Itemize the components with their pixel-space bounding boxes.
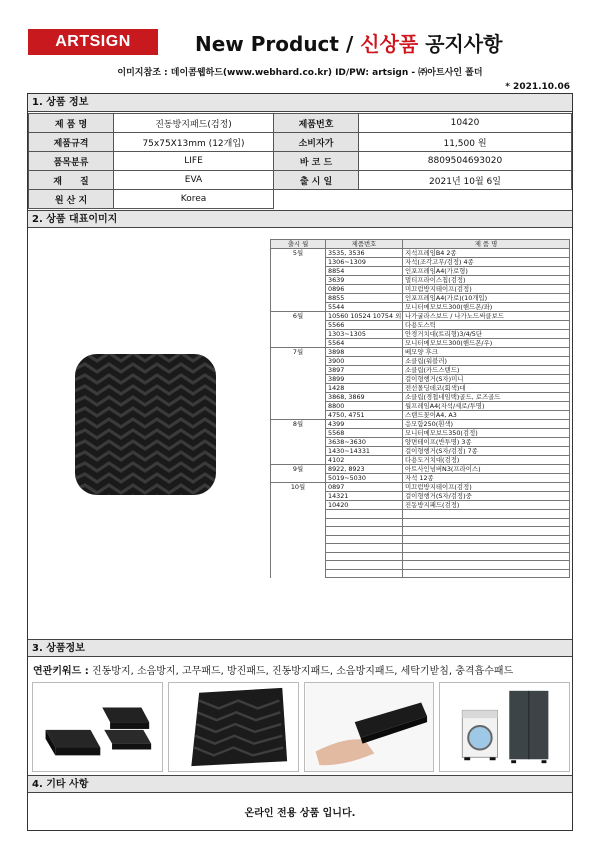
table-row [271, 465, 570, 474]
product-code: 8922, 8923 [326, 465, 403, 474]
product-code: 3639 [326, 276, 403, 285]
product-name: 지석프레임B4 2종 [403, 249, 570, 258]
product-name: 멀티프라이스칩(검정) [403, 276, 570, 285]
product-name [403, 518, 570, 527]
product-code: 8855 [326, 294, 403, 303]
release-month: 6월 [271, 312, 326, 321]
product-code: 4750, 4751 [326, 411, 403, 420]
release-value: 2021년 10월 6일 [359, 171, 572, 190]
product-name: 다용도스틱 [403, 321, 570, 330]
product-code: 3638~3630 [326, 438, 403, 447]
product-name: 모니터메모보드300(핸드폰/우) [403, 339, 570, 348]
product-name: 모니터메모보드350(검정) [403, 429, 570, 438]
release-month [271, 267, 326, 276]
section-etc-heading: 4. 기타 사항 [28, 775, 572, 793]
keywords-label: 연관키워드 : [33, 666, 89, 677]
product-name: 미끄럼방지테이프(검정) [403, 285, 570, 294]
release-month: 8월 [271, 420, 326, 429]
release-month: 5월 [271, 249, 326, 258]
product-name: 모니터메모보드300(핸드폰/좌) [403, 303, 570, 312]
table-row [271, 348, 570, 357]
release-month: 9월 [271, 465, 326, 474]
product-code: 10560 10524 10754 외 [326, 312, 403, 321]
table-row [271, 527, 570, 536]
table-row [271, 561, 570, 570]
product-name: 걸이형행거(S자/검정) 7종 [403, 447, 570, 456]
release-month [271, 510, 326, 519]
release-month: 7월 [271, 348, 326, 357]
name-label: 제 품 명 [29, 114, 114, 133]
product-code: 14321 [326, 492, 403, 501]
release-month [271, 330, 326, 339]
release-month [271, 456, 326, 465]
release-month [271, 402, 326, 411]
product-name: 소클립(카드스탠드) [403, 366, 570, 375]
table-row [271, 384, 570, 393]
list-header-2: 제 품 명 [403, 240, 570, 249]
release-month [271, 366, 326, 375]
product-code: 8854 [326, 267, 403, 276]
product-photo-strip [32, 682, 570, 772]
product-name [403, 561, 570, 570]
stacked-pads-illustration [33, 683, 162, 771]
product-name: 스탠드꽂이A4, A3 [403, 411, 570, 420]
product-code: 1306~1309 [326, 258, 403, 267]
product-code: 3899 [326, 375, 403, 384]
table-row [271, 501, 570, 510]
release-month [271, 552, 326, 561]
release-month [271, 294, 326, 303]
image-reference-note: 이미지참조 : 데이콤웹하드(www.webhard.co.kr) ID/PW: artsign - ㈜아트사인 폴더 [117, 68, 483, 78]
product-name [403, 535, 570, 544]
barcode-label: 바 코 드 [274, 152, 359, 171]
product-code [326, 561, 403, 570]
list-header-1: 제품번호 [326, 240, 403, 249]
notice-date: * 2021.10.06 [505, 82, 570, 92]
spec-label: 제품규격 [29, 133, 114, 152]
release-month [271, 492, 326, 501]
product-name: 나가굴라스보드 / 나가노드써클보드 [403, 312, 570, 321]
release-month [271, 474, 326, 483]
pad-closeup-illustration [169, 683, 298, 771]
product-code: 5019~5030 [326, 474, 403, 483]
table-row [271, 267, 570, 276]
product-code: 1428 [326, 384, 403, 393]
release-month [271, 357, 326, 366]
origin-value: Korea [114, 190, 274, 209]
product-name: 인포프레임A4(가로)(10개입) [403, 294, 570, 303]
product-code [326, 544, 403, 553]
table-row [271, 535, 570, 544]
release-month [271, 429, 326, 438]
product-code: 3900 [326, 357, 403, 366]
release-month [271, 527, 326, 536]
product-name [403, 510, 570, 519]
release-month [271, 501, 326, 510]
product-name: 소클립(워블러) [403, 357, 570, 366]
photo-pad-in-hand [304, 682, 435, 772]
title-suffix: 공지사항 [418, 32, 503, 56]
product-code: 5568 [326, 429, 403, 438]
release-month [271, 447, 326, 456]
product-name [403, 544, 570, 553]
table-row [271, 492, 570, 501]
release-month [271, 258, 326, 267]
release-month [271, 535, 326, 544]
product-code: 0897 [326, 483, 403, 492]
product-name: 자석(조각고무/검정) 4종 [403, 258, 570, 267]
release-month [271, 393, 326, 402]
table-row [271, 483, 570, 492]
photo-appliances [439, 682, 570, 772]
vibration-pad-image [73, 352, 218, 497]
material-value: EVA [114, 171, 274, 190]
table-row [271, 411, 570, 420]
product-name: 월프레임A4(자석/세로/투명) [403, 402, 570, 411]
list-header-0: 출시 월 [271, 240, 326, 249]
table-row [271, 294, 570, 303]
table-row [271, 303, 570, 312]
product-code [326, 552, 403, 561]
release-month [271, 285, 326, 294]
category-value: LIFE [114, 152, 274, 171]
product-code [326, 527, 403, 536]
table-row [271, 375, 570, 384]
table-row [271, 339, 570, 348]
release-month [271, 561, 326, 570]
empty-cell [274, 190, 572, 209]
title-highlight: 신상품 [360, 32, 419, 56]
product-name: 걸이형행거(S자/검정)중 [403, 492, 570, 501]
release-month [271, 544, 326, 553]
product-name: 소클립(경첩네임택)골드, 로즈골드 [403, 393, 570, 402]
category-label: 품목분류 [29, 152, 114, 171]
table-row [271, 552, 570, 561]
photo-pad-closeup [168, 682, 299, 772]
table-row [271, 357, 570, 366]
table-row [271, 285, 570, 294]
table-row [271, 438, 570, 447]
product-code: 3868, 3869 [326, 393, 403, 402]
product-code: 5544 [326, 303, 403, 312]
table-row [271, 402, 570, 411]
title-prefix: New Product / [195, 32, 361, 56]
product-name [403, 552, 570, 561]
product-name: 미끄럼방지테이프(검정) [403, 483, 570, 492]
code-value: 10420 [359, 114, 572, 133]
release-month [271, 339, 326, 348]
product-name [403, 569, 570, 578]
product-code: 5566 [326, 321, 403, 330]
online-only-notice: 온라인 전용 상품 입니다. [244, 808, 356, 819]
product-code [326, 510, 403, 519]
table-row [271, 393, 570, 402]
product-name: 걸이형행거(S자)미니 [403, 375, 570, 384]
table-row [271, 447, 570, 456]
release-history-table [270, 239, 570, 578]
product-code [326, 569, 403, 578]
table-row [271, 330, 570, 339]
section-detail-heading: 3. 상품정보 [28, 639, 572, 657]
table-row [271, 249, 570, 258]
release-month [271, 569, 326, 578]
product-name: 전선몰딩데코(회색)대 [403, 384, 570, 393]
product-code: 3898 [326, 348, 403, 357]
table-row [271, 429, 570, 438]
table-row [271, 420, 570, 429]
product-name: 자석 12종 [403, 474, 570, 483]
table-row [271, 258, 570, 267]
product-code: 10420 [326, 501, 403, 510]
table-row [271, 366, 570, 375]
release-month [271, 438, 326, 447]
product-code: 1430~14331 [326, 447, 403, 456]
product-code: 0896 [326, 285, 403, 294]
artsign-logo: ARTSIGN [28, 29, 158, 55]
price-label: 소비자가 [274, 133, 359, 152]
material-label: 재 질 [29, 171, 114, 190]
section-product-info-heading: 1. 상품 정보 [28, 94, 572, 112]
release-month [271, 276, 326, 285]
release-month [271, 303, 326, 312]
release-month: 10월 [271, 483, 326, 492]
table-row [271, 569, 570, 578]
product-name: 응모함250(흰색) [403, 420, 570, 429]
product-code: 3897 [326, 366, 403, 375]
code-label: 제품번호 [274, 114, 359, 133]
product-info-table [28, 113, 572, 209]
price-value: 11,500 원 [359, 133, 572, 152]
product-name: 아트사인넘버N3(프라이스) [403, 465, 570, 474]
product-code [326, 518, 403, 527]
name-value: 진동방지패드(검정) [114, 114, 274, 133]
release-month [271, 321, 326, 330]
product-name [403, 527, 570, 536]
table-row [271, 474, 570, 483]
spec-value: 75x75X13mm (12개입) [114, 133, 274, 152]
release-month [271, 375, 326, 384]
product-name: 다용도거치대(검정) [403, 456, 570, 465]
section-main-image-heading: 2. 상품 대표이미지 [28, 210, 572, 228]
release-month [271, 518, 326, 527]
product-name: 베모양 후크 [403, 348, 570, 357]
product-code [326, 535, 403, 544]
related-keywords [33, 662, 513, 677]
product-code: 5564 [326, 339, 403, 348]
pad-in-hand-illustration [305, 683, 434, 771]
product-code: 1303~1305 [326, 330, 403, 339]
product-code: 3535, 3536 [326, 249, 403, 258]
appliances-illustration [440, 683, 569, 771]
product-name: 진동방지패드(검정) [403, 501, 570, 510]
table-row [271, 518, 570, 527]
table-row [271, 276, 570, 285]
release-month [271, 411, 326, 420]
origin-label: 원 산 지 [29, 190, 114, 209]
product-code: 4102 [326, 456, 403, 465]
document-frame [27, 93, 573, 831]
release-label: 출 시 일 [274, 171, 359, 190]
product-code: 4399 [326, 420, 403, 429]
table-row [271, 544, 570, 553]
release-month [271, 384, 326, 393]
product-code: 8800 [326, 402, 403, 411]
product-name: 인포프레임A4(가로형) [403, 267, 570, 276]
table-row [271, 510, 570, 519]
product-name: 양면테이프(반투명) 3종 [403, 438, 570, 447]
barcode-value: 8809504693020 [359, 152, 572, 171]
photo-stacked-pads [32, 682, 163, 772]
keywords-text: 진동방지, 소음방지, 고무패드, 방진패드, 진동방지패드, 소음방지패드, 세탁기받침, 충격흡수패드 [88, 666, 514, 677]
table-row [271, 312, 570, 321]
product-name: 안경거치대(트리형)3/4/5단 [403, 330, 570, 339]
page-title [195, 28, 502, 57]
table-row [271, 456, 570, 465]
table-row [271, 321, 570, 330]
